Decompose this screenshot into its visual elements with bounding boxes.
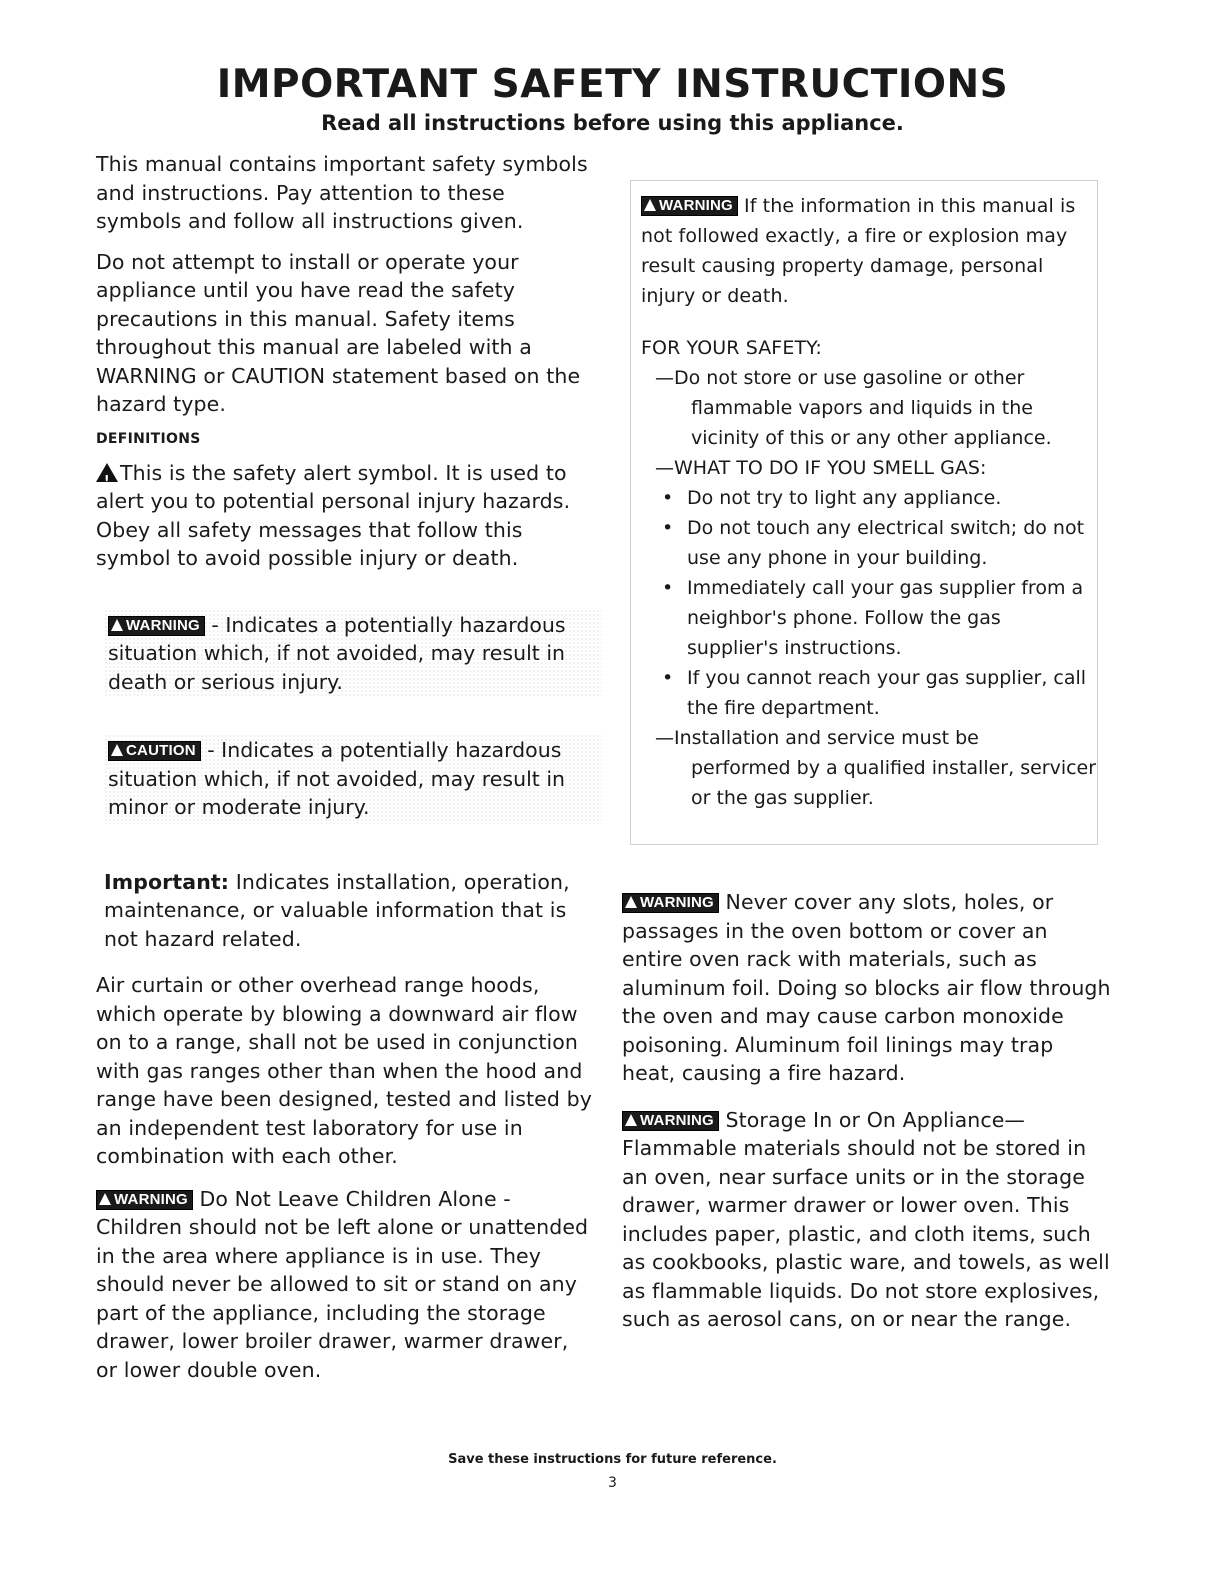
storage-warning (622, 1106, 1112, 1334)
gas-warning-lead (641, 191, 1097, 311)
list-item (641, 453, 1097, 483)
gas-warning-triangle-icon (644, 199, 656, 211)
important-label: Important: (104, 869, 230, 894)
definitions-heading: DEFINITIONS (96, 430, 201, 447)
storage-warning-badge (622, 1111, 719, 1131)
storage-triangle-icon (625, 1114, 637, 1126)
list-item-text: —WHAT TO DO IF YOU SMELL GAS: (655, 457, 987, 479)
list-item (641, 723, 1097, 813)
list-item (641, 363, 1097, 453)
gas-warning-badge (641, 196, 738, 216)
list-item-continuation: flammable vapors and liquids in the vicinity of this or any other appliance. (691, 397, 1052, 449)
page-subtitle: Read all instructions before using this appliance. (321, 111, 904, 135)
oven-cover-warning-badge (622, 893, 719, 913)
safety-alert-icon (96, 463, 118, 482)
list-item-continuation: performed by a qualified installer, servicer or the gas supplier. (691, 757, 1097, 809)
storage-badge-label: WARNING (640, 1111, 714, 1129)
gas-safety-box (630, 180, 1098, 845)
warning-triangle-icon (111, 619, 123, 631)
list-item: • Do not touch any electrical switch; do not use any phone in your building. (641, 513, 1097, 573)
intro-paragraph-2: Do not attempt to install or operate your appliance until you have read the safety precautions in this manual. Safety items throughout this manual are labeled with a WARNING or CAUTION statement based on the hazard type. (96, 249, 581, 416)
safety-alert-text: This is the safety alert symbol. It is used to alert you to potential personal injury hazards. Obey all safety messages that follow this symbol to avoid possible injury or death. (96, 460, 571, 570)
safety-alert-definition (96, 459, 596, 573)
caution-definition (104, 734, 602, 824)
caution-badge (108, 741, 201, 761)
air-curtain-paragraph: Air curtain or other overhead range hoods, which operate by blowing a downward air flow on to a range, shall not be used in conjunction with gas ranges other than when the hood and range have been designed, tested and listed by an independent test laboratory for use in combination with each other. (96, 973, 592, 1168)
caution-badge-label: CAUTION (126, 742, 196, 759)
children-warning-badge (96, 1190, 193, 1210)
important-definition (104, 868, 596, 954)
gas-warning-lead-text: If the information in this manual is not followed exactly, a fire or explosion may result causing property damage, personal injury or death. (641, 195, 1076, 307)
list-item: • Do not try to light any appliance. (641, 483, 1097, 513)
warning-badge-label: WARNING (126, 616, 200, 634)
children-warning-triangle-icon (99, 1193, 111, 1205)
right-column-lower (622, 888, 1112, 1334)
list-item: • If you cannot reach your gas supplier, call the fire department. (641, 663, 1097, 723)
warning-definition-text: - Indicates a potentially hazardous situation which, if not avoided, may result in death or serious injury. (108, 612, 566, 694)
children-warning-text: Do Not Leave Children Alone - Children should not be left alone or unattended in the area where appliance is in use. They should never be allowed to sit or stand on any part of the appliance, including the storage drawer, lower broiler drawer, warmer drawer, or lower double oven. (96, 1186, 589, 1382)
list-item-text: —Installation and service must be (655, 727, 979, 749)
oven-cover-triangle-icon (625, 896, 637, 908)
for-your-safety-heading: FOR YOUR SAFETY: (641, 337, 822, 359)
oven-cover-warning (622, 888, 1112, 1088)
oven-cover-badge-label: WARNING (640, 894, 714, 911)
warning-badge (108, 616, 205, 636)
warning-definition (104, 609, 602, 699)
caution-definition-text: - Indicates a potentially hazardous situation which, if not avoided, may result in minor or moderate injury. (108, 738, 566, 819)
left-column (96, 150, 596, 1384)
footer-note: Save these instructions for future reference. (448, 1452, 777, 1467)
page-number: 3 (608, 1475, 617, 1491)
page-title: IMPORTANT SAFETY INSTRUCTIONS (216, 62, 1009, 107)
storage-warning-text: Storage In or On Appliance—Flammable materials should not be stored in an oven, near surface units or in the storage drawer, warmer drawer or lower oven. This includes paper, plastic, and cloth items, such as cookbooks, plastic ware, and towels, as well as flammable liquids. Do not store explosives, such as aerosol cans, on or near the range. (622, 1107, 1110, 1331)
safety-list (641, 363, 1097, 813)
intro-paragraph-1: This manual contains important safety symbols and instructions. Pay attention to these symbols and follow all instructions given. (96, 152, 588, 233)
caution-triangle-icon (111, 744, 123, 756)
important-text: Indicates installation, operation, maintenance, or valuable information that is not hazard related. (104, 869, 570, 951)
oven-cover-warning-text: Never cover any slots, holes, or passages in the oven bottom or cover an entire oven rack with materials, such as aluminum foil. Doing so blocks air flow through the oven and may cause carbon monoxide poisoning. Aluminum foil linings may trap heat, causing a fire hazard. (622, 890, 1111, 1085)
list-item: • Immediately call your gas supplier from a neighbor's phone. Follow the gas supplier's instructions. (641, 573, 1097, 663)
children-warning-badge-label: WARNING (114, 1190, 188, 1208)
gas-warning-badge-label: WARNING (659, 197, 733, 214)
children-warning (96, 1185, 596, 1385)
list-item-text: —Do not store or use gasoline or other (655, 367, 1025, 389)
